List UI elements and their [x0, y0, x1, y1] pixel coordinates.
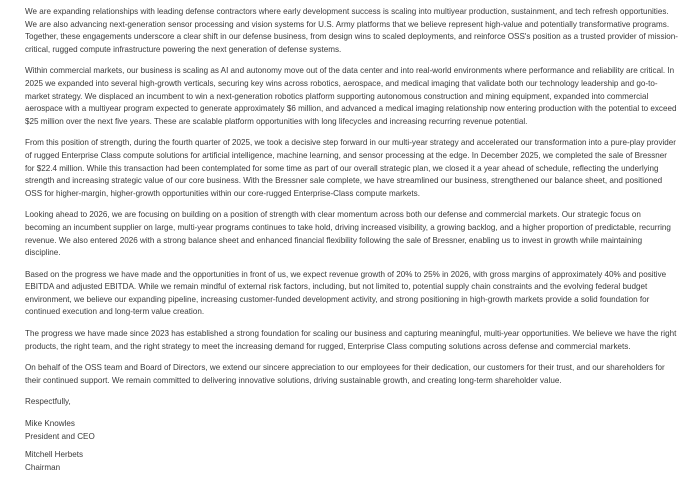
signatory-title: President and CEO — [25, 431, 95, 441]
paragraph-looking-ahead: Looking ahead to 2026, we are focusing on building on a position of strength with clear momentum across both our defense and commercial markets. Our strategic focus on becoming an incumbent supplier on large, multi-year programs continues to take hold, driving increased visibility, a growing backlog, and a higher proportion of predictable, recurring revenue. We also entered 2026 with a strong balance sheet and enhanced financial flexibility following the sale of Bressner, enabling us to invest in growth while maintaining discipline. — [25, 210, 671, 258]
closing-salutation: Respectfully, — [25, 397, 71, 407]
signatory-name: Mike Knowles — [25, 419, 75, 429]
paragraph-bressner-sale: From this position of strength, during the fourth quarter of 2025, we took a decisive step forward in our multi-year strategy and accelerated our transformation into a pure-play provider of rugged Enterprise Class compute solutions for artificial intelligence, machine learning, and sensor processing at the edge. In December 2025, we completed the sale of Bressner for $22.4 million. While this transaction had been contemplated for some time as part of our overall strategic plan, we closed it a year ahead of schedule, reflecting the underlying strength and increasing strategic value of our core business. With the Bressner sale complete, we have streamlined our business, strengthened our balance sheet, and positioned OSS for higher-margin, higher-growth opportunities within our core-rugged Enterprise-Class compute markets. — [25, 138, 676, 198]
paragraph-defense-contractors: We are expanding relationships with leading defense contractors where early development success is scaling into multiyear production, sustainment, and tech refresh opportunities. We are also advancing next-generation sensor processing and vision systems for U.S. Army platforms that we believe represent high-value and potentially transformative programs. Together, these engagements underscore a clear shift in our defense business, from design wins to scaled deployments, and reinforce OSS's position as a trusted provider of mission-critical, rugged compute infrastructure powering the next generation of defense systems. — [25, 7, 678, 54]
signature-block-chairman — [25, 449, 678, 474]
paragraph-outlook-2026: Based on the progress we have made and the opportunities in front of us, we expect revenue growth of 20% to 25% in 2026, with gross margins of approximately 40% and positive EBITDA and adjusted EBITDA. While we remain mindful of external risk factors, including, but not limited to, potential supply chain constraints and the evolving federal budget environment, we believe our expanding pipeline, increasing customer-funded development activity, and strong positioning in high-growth markets provide a solid foundation for continued execution and long-term value creation. — [25, 269, 667, 317]
paragraph-appreciation: On behalf of the OSS team and Board of Directors, we extend our sincere appreciation to our employees for their dedication, our customers for their trust, and our shareholders for their continued support. We remain committed to delivering innovative solutions, driving sustainable growth, and creating long-term shareholder value. — [25, 363, 665, 385]
paragraph-progress-since-2023: The progress we have made since 2023 has established a strong foundation for scaling our business and capturing meaningful, multi-year opportunities. We believe we have the right products, the right team, and the right strategy to meet the increasing demand for rugged, Enterprise Class computing solutions across defense and commercial markets. — [25, 329, 677, 351]
signatory-name: Mitchell Herbets — [25, 450, 84, 460]
signatory-title: Chairman — [25, 462, 61, 472]
signature-block-ceo — [25, 418, 678, 443]
paragraph-commercial-markets: Within commercial markets, our business is scaling as AI and autonomy move out of the data center and into real-world environments where performance and reliability are critical. In 2025 we expanded into several high-growth verticals, securing key wins across robotics, aerospace, and medical imaging that validate both our technology leadership and go-to-market strategy. We displaced an incumbent to win a next-generation robotics platform supporting autonomous construction and mining equipment, expanded into commercial aerospace with a multiyear program expected to generate approximately $6 million, and advanced a medical imaging relationship now entering production with the potential to exceed $25 million over the next five years. These are scalable platform opportunities with long lifecycles and increasing recurring revenue potential. — [25, 66, 677, 126]
